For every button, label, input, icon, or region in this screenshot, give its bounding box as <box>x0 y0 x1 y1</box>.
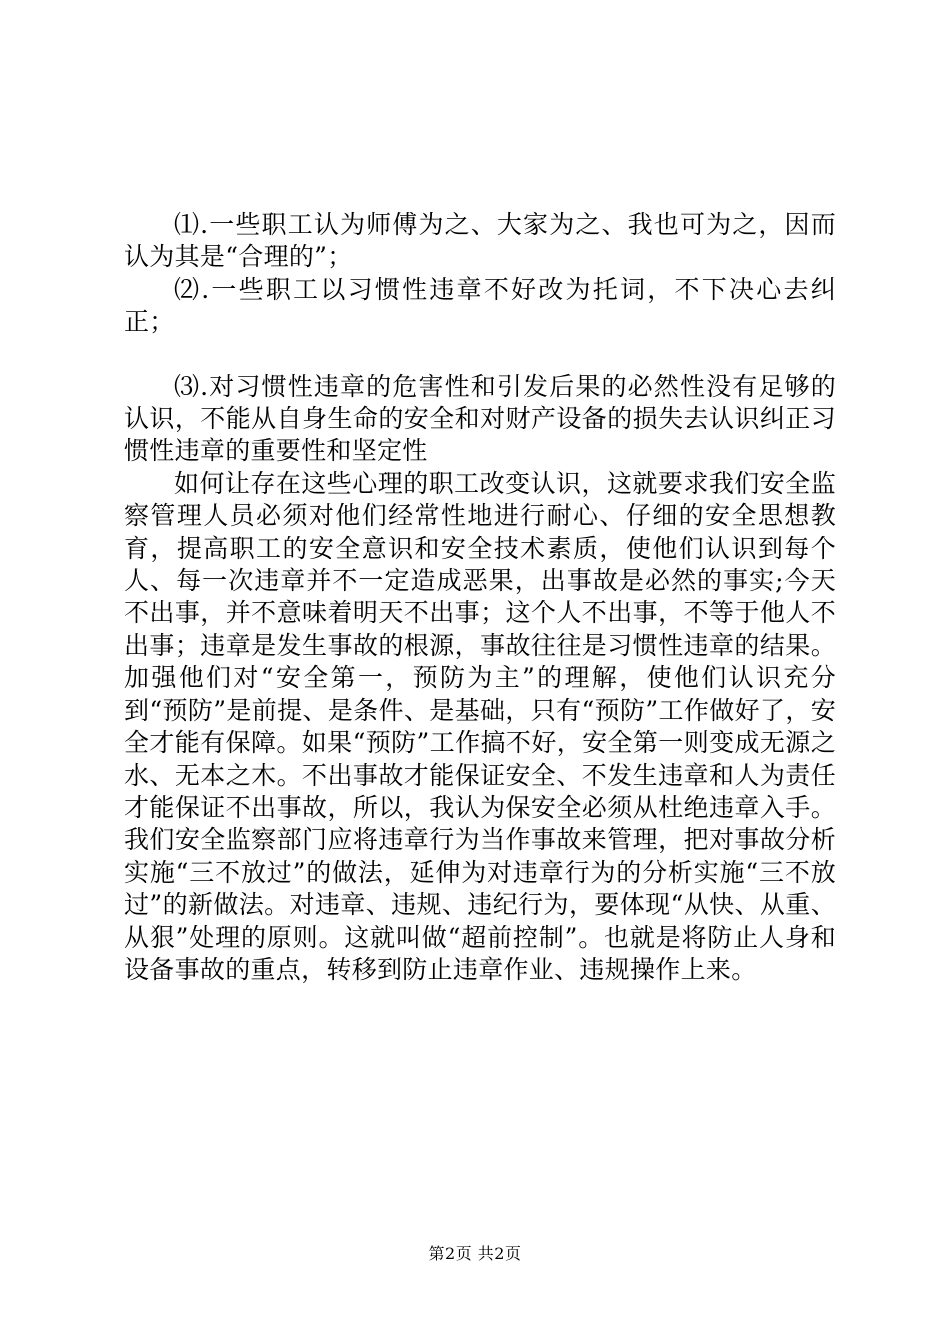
list-item-3: ⑶.对习惯性违章的危害性和引发后果的必然性没有足够的认识，不能从自身生命的安全和对财产设备的损失去认识纠正习惯性违章的重要性和坚定性 <box>124 371 836 466</box>
body-paragraph: 如何让存在这些心理的职工改变认识，这就要求我们安全监察管理人员必须对他们经常性地进行耐心、仔细的安全思想教育，提高职工的安全意识和安全技术素质，使他们认识到每个人、每一次违章并不一定造成恶果，出事故是必然的事实;今天不出事，并不意味着明天不出事；这个人不出事，不等于他人不出事；违章是发生事故的根源，事故往往是习惯性违章的结果。加强他们对“安全第一，预防为主”的理解，使他们认识充分到“预防”是前提、是条件、是基础，只有“预防”工作做好了，安全才能有保障。如果“预防”工作搞不好，安全第一则变成无源之水、无本之木。不出事故才能保证安全、不发生违章和人为责任才能保证不出事故，所以，我认为保安全必须从杜绝违章入手。我们安全监察部门应将违章行为当作事故来管理，把对事故分析实施“三不放过”的做法，延伸为对违章行为的分析实施“三不放过”的新做法。对违章、违规、违纪行为，要体现“从快、从重、从狠”处理的原则。这就叫做“超前控制”。也就是将防止人身和设备事故的重点，转移到防止违章作业、违规操作上来。 <box>124 468 837 984</box>
page-number-footer: 第2页 共2页 <box>428 1244 522 1263</box>
blank-line <box>124 339 836 371</box>
list-item-1: ⑴.一些职工认为师傅为之、大家为之、我也可为之，因而认为其是“合理的”； <box>124 210 836 272</box>
document-body <box>124 209 836 986</box>
list-item-2: ⑵.一些职工以习惯性违章不好改为托词，不下决心去纠正； <box>124 274 836 337</box>
